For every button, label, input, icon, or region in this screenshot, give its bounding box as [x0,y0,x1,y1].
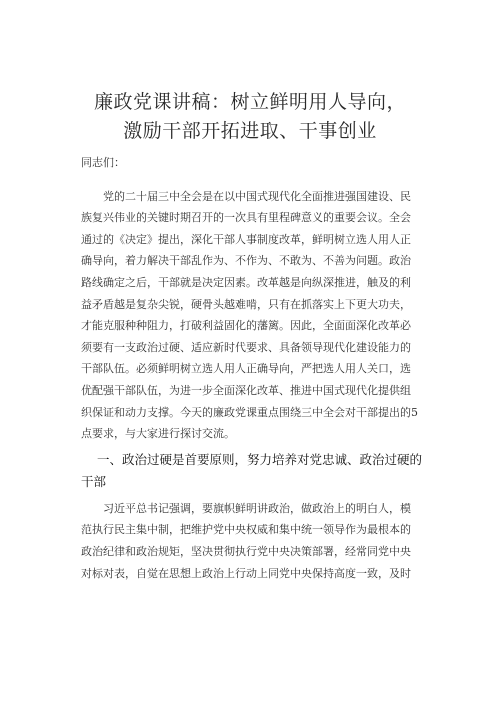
document-title [0,88,500,146]
paragraph-1-line: 织保证和动力支撑。今天的廉政党课重点围绕三中全会对干部提出的5 [81,405,418,419]
paragraph-2-line: 对标对表，自觉在思想上政治上行动上同党中央保持高度一致，及时 [81,566,411,580]
paragraph-2-line: 范执行民主集中制，把维护党中央权威和集中统一领导作为最根本的 [81,523,411,537]
section-heading-line: 一、政治过硬是首要原则，努力培养对党忠诚、政治过硬的 [97,451,423,467]
paragraph-1-line: 通过的《决定》提出，深化干部人事制度改革，鲜明树立选人用人正 [81,232,411,246]
title-line-1: 廉政党课讲稿：树立鲜明用人导向， [93,91,406,113]
title-line-2: 激励干部开拓进取、干事创业 [123,120,377,142]
paragraph-1-line: 益矛盾越是复杂尖锐，硬骨头越难啃，只有在抓落实上下更大功夫， [81,297,411,311]
paragraph-1-line: 点要求，与大家进行探讨交流。 [81,427,235,441]
paragraph-1-line: 党的二十届三中全会是在以中国式现代化全面推进强国建设、民 [103,189,411,203]
section-heading-1 [81,449,433,493]
paragraph-2-line: 政治纪律和政治规矩，坚决贯彻执行党中央决策部署，经常同党中央 [81,544,411,558]
salutation: 同志们： [81,156,125,169]
document-body [81,152,433,584]
paragraph-1 [81,186,433,445]
paragraph-1-line: 族复兴伟业的关键时期召开的一次具有里程碑意义的重要会议。全会 [81,211,411,225]
paragraph-1-line: 优配强干部队伍，为进一步全面深化改革、推进中国式现代化提供组 [81,383,411,397]
paragraph-1-line: 确导向，着力解决干部乱作为、不作为、不敢为、不善为问题。政治 [81,254,411,268]
paragraph-2 [81,498,433,584]
paragraph-1-line: 须要有一支政治过硬、适应新时代要求、具备领导现代化建设能力的 [81,340,411,354]
paragraph-1-line: 才能克服种种阻力，打破利益固化的藩篱。因此，全面面深化改革必 [81,319,411,333]
paragraph-1-line: 干部队伍。必须鲜明树立选人用人正确导向，严把选人用人关口，选 [81,362,411,376]
section-heading-line: 干部 [81,473,107,489]
paragraph-1-line: 路线确定之后，干部就是决定因素。改革越是向纵深推进，触及的利 [81,275,411,289]
paragraph-2-line: 习近平总书记强调，要旗帜鲜明讲政治，做政治上的明白人，模 [103,501,411,515]
